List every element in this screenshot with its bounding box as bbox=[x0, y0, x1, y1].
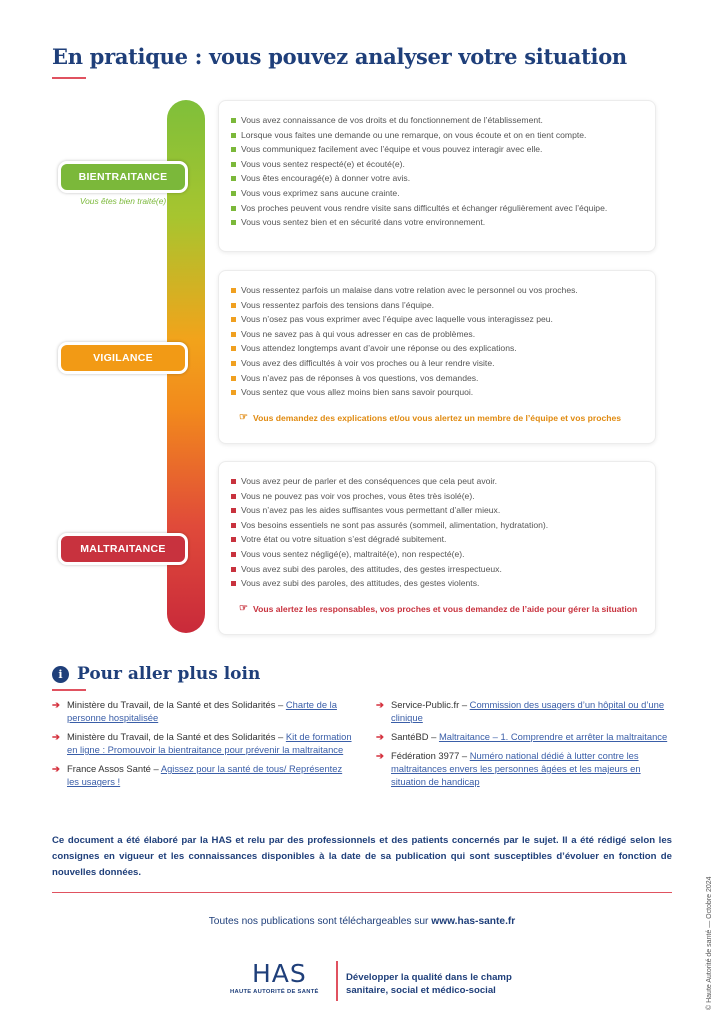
resource-link[interactable]: Kit de formation en ligne : Promouvoir la bientraitance pour prévenir la maltraitance bbox=[67, 731, 352, 755]
pointing-hand-icon: ☞ bbox=[239, 411, 248, 423]
card-bientraitance bbox=[218, 100, 656, 252]
footer-divider bbox=[52, 892, 672, 893]
list-item: Vos besoins essentiels ne sont pas assurés (sommeil, alimentation, hydratation). bbox=[231, 518, 643, 533]
resource-link[interactable]: Charte de la personne hospitalisée bbox=[67, 699, 337, 723]
resource-item bbox=[52, 698, 352, 724]
list-item: Vous n’avez pas les aides suffisantes vous permettant d’aller mieux. bbox=[231, 503, 643, 518]
level-label-vigilance: VIGILANCE bbox=[58, 342, 188, 374]
resource-source: Ministère du Travail, de la Santé et des Solidarités – bbox=[67, 731, 286, 742]
more-underline bbox=[52, 689, 86, 691]
list-item: Vous n’osez pas vous exprimer avec l’équipe avec laquelle vous interagissez peu. bbox=[231, 312, 643, 327]
list-item: Vous sentez que vous allez moins bien sans savoir pourquoi. bbox=[231, 385, 643, 400]
list-bientraitance bbox=[219, 101, 655, 230]
list-item: Vous avez des difficultés à voir vos proches ou à leur rendre visite. bbox=[231, 356, 643, 371]
links-right-column bbox=[376, 698, 676, 794]
list-item: Vous attendez longtemps avant d’avoir une réponse ou des explications. bbox=[231, 341, 643, 356]
list-vigilance bbox=[219, 271, 655, 400]
list-item: Votre état ou votre situation s’est dégradé subitement. bbox=[231, 532, 643, 547]
list-item: Vous n’avez pas de réponses à vos questions, vos demandes. bbox=[231, 371, 643, 386]
list-item: Vous avez peur de parler et des conséquences que cela peut avoir. bbox=[231, 474, 643, 489]
list-item: Vous avez subi des paroles, des attitudes, des gestes violents. bbox=[231, 576, 643, 591]
title-underline bbox=[52, 77, 86, 79]
arrow-right-icon: ➔ bbox=[376, 699, 384, 710]
logo-mark: HAS bbox=[252, 959, 307, 988]
has-logo bbox=[230, 961, 340, 995]
arrow-right-icon: ➔ bbox=[52, 731, 60, 742]
list-item: Vous vous sentez négligé(e), maltraité(e), non respecté(e). bbox=[231, 547, 643, 562]
copyright-note: © Haute Autorité de santé — Octobre 2024 bbox=[706, 876, 713, 1010]
arrow-right-icon: ➔ bbox=[52, 699, 60, 710]
list-item: Vous communiquez facilement avec l’équipe et vous pouvez interagir avec elle. bbox=[231, 142, 643, 157]
arrow-right-icon: ➔ bbox=[376, 731, 384, 742]
list-item: Vous ne savez pas à qui vous adresser en cas de problèmes. bbox=[231, 327, 643, 342]
disclaimer: Ce document a été élaboré par la HAS et relu par des professionnels et des patients concernés par le sujet. Il a été rédigé selon les consignes en vigueur et les connaissances disponibles à la date de sa publication qui sont susceptibles d’évoluer en fonction de nouvelles données. bbox=[52, 835, 672, 878]
list-item: Lorsque vous faites une demande ou une remarque, on vous écoute et on en tient compte. bbox=[231, 128, 643, 143]
resource-link[interactable]: Agissez pour la santé de tous/ Représentez les usagers ! bbox=[67, 763, 343, 787]
list-item: Vos proches peuvent vous rendre visite sans difficultés et échanger régulièrement avec l’équipe. bbox=[231, 201, 643, 216]
list-item: Vous ressentez parfois un malaise dans votre relation avec le personnel ou vos proches. bbox=[231, 283, 643, 298]
vigilance-action-text: Vous demandez des explications et/ou vous alertez un membre de l’équipe et vos proches bbox=[253, 412, 622, 423]
resource-link[interactable]: Maltraitance – 1. Comprendre et arrêter la maltraitance bbox=[438, 731, 668, 742]
list-item: Vous ne pouvez pas voir vos proches, vous êtes très isolé(e). bbox=[231, 489, 643, 504]
more-title: Pour aller plus loin bbox=[77, 664, 261, 684]
vigilance-action bbox=[239, 412, 655, 424]
resource-item bbox=[52, 730, 352, 756]
resource-source: France Assos Santé – bbox=[67, 763, 161, 774]
level-label-maltraitance: MALTRAITANCE bbox=[58, 533, 188, 565]
resource-item bbox=[52, 762, 352, 788]
list-item: Vous vous exprimez sans aucune crainte. bbox=[231, 186, 643, 201]
publications-text: Toutes nos publications sont téléchargeables sur bbox=[208, 916, 432, 927]
website-link[interactable]: www.has-sante.fr bbox=[431, 916, 516, 927]
resource-item bbox=[376, 749, 676, 788]
resource-source: Service-Public.fr – bbox=[391, 699, 470, 710]
resource-link[interactable]: Numéro national dédié à lutter contre les maltraitances envers les personnes âgées et les majeurs en situation de handicap bbox=[391, 750, 641, 787]
list-item: Vous êtes encouragé(e) à donner votre avis. bbox=[231, 171, 643, 186]
list-item: Vous ressentez parfois des tensions dans l’équipe. bbox=[231, 298, 643, 313]
more-section-heading bbox=[52, 664, 260, 684]
page-title: En pratique : vous pouvez analyser votre situation bbox=[52, 44, 627, 69]
maltraitance-action-text: Vous alertez les responsables, vos proches et vous demandez de l’aide pour gérer la situation bbox=[253, 603, 638, 614]
list-item: Vous vous sentez respecté(e) et écouté(e). bbox=[231, 157, 643, 172]
list-maltraitance bbox=[219, 462, 655, 591]
list-item: Vous vous sentez bien et en sécurité dans votre environnement. bbox=[231, 215, 643, 230]
card-vigilance bbox=[218, 270, 656, 444]
links-left-column bbox=[52, 698, 352, 794]
pointing-hand-icon: ☞ bbox=[239, 602, 248, 614]
arrow-right-icon: ➔ bbox=[52, 763, 60, 774]
maltraitance-action bbox=[239, 603, 655, 615]
card-maltraitance bbox=[218, 461, 656, 635]
resource-item bbox=[376, 698, 676, 724]
resource-link[interactable]: Commission des usagers d’un hôpital ou d’une clinique bbox=[391, 699, 665, 723]
level-label-bientraitance: BIENTRAITANCE bbox=[58, 161, 188, 193]
resource-source: Ministère du Travail, de la Santé et des Solidarités – bbox=[67, 699, 286, 710]
bientraitance-subnote: Vous êtes bien traité(e) bbox=[79, 196, 167, 206]
tagline: Développer la qualité dans le champ sanitaire, social et médico-social bbox=[346, 972, 512, 996]
resource-item bbox=[376, 730, 676, 743]
list-item: Vous avez connaissance de vos droits et du fonctionnement de l’établissement. bbox=[231, 113, 643, 128]
list-item: Vous avez subi des paroles, des attitudes, des gestes irrespectueux. bbox=[231, 562, 643, 577]
logo-subtitle: HAUTE AUTORITÉ DE SANTÉ bbox=[230, 989, 319, 995]
resource-source: Fédération 3977 – bbox=[391, 750, 470, 761]
info-icon: i bbox=[52, 666, 69, 683]
publications-line bbox=[0, 916, 724, 927]
resource-source: SantéBD – bbox=[391, 731, 439, 742]
logo-divider bbox=[336, 961, 338, 1001]
arrow-right-icon: ➔ bbox=[376, 750, 384, 761]
